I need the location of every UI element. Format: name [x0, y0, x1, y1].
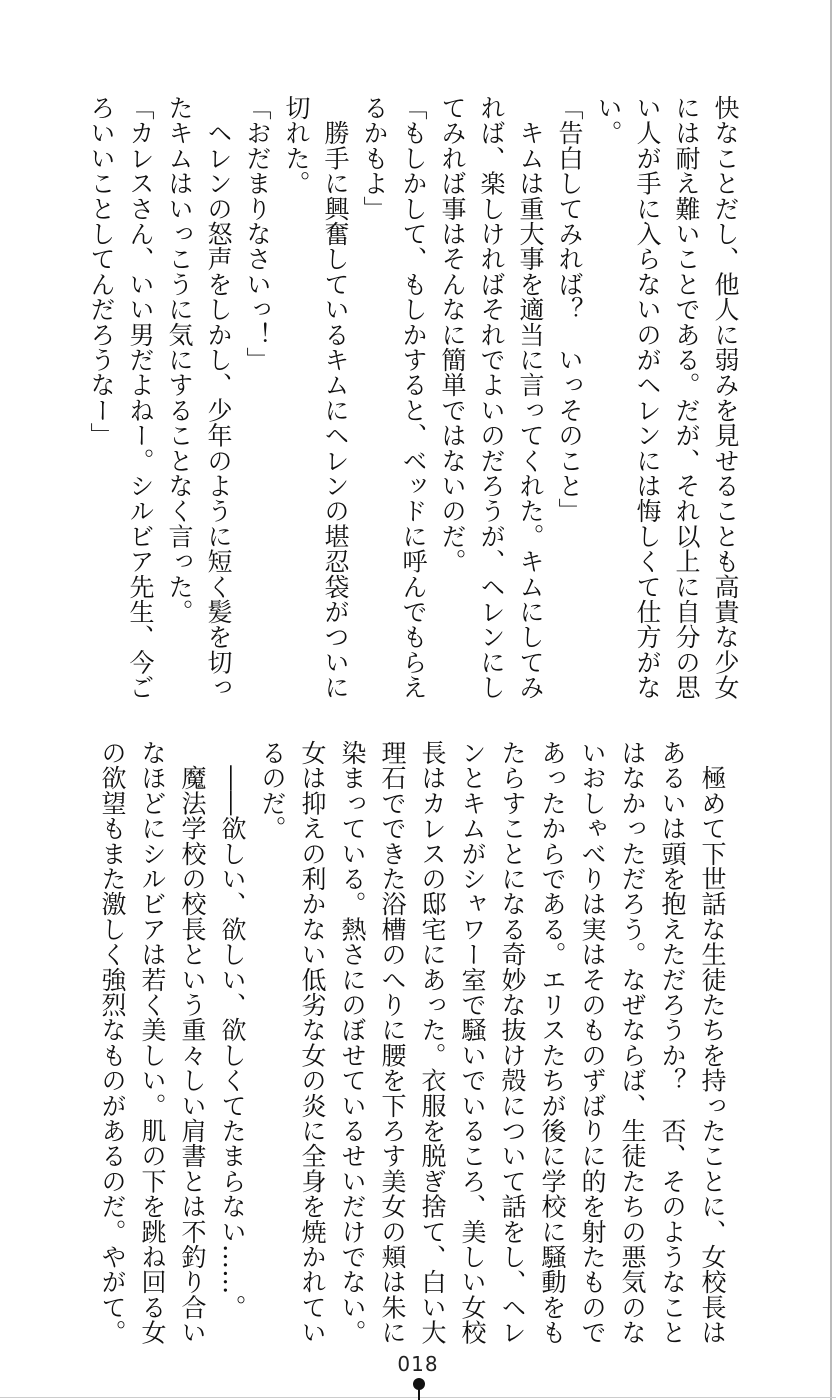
text-block-top — [82, 95, 745, 715]
text-line: 勝手に興奮しているキムにヘレンの堪忍袋がついに — [321, 95, 350, 700]
text-line: 「告白してみれば？ いっそのこと」 — [555, 95, 584, 524]
text-line: 「おだまりなさいっ！」 — [243, 95, 272, 373]
text-line: い。 — [594, 95, 623, 146]
text-line: 理石でできた浴槽のへりに腰を下ろす美女の頬は朱に — [378, 740, 407, 1345]
text-line: あるいは頭を抱えただろうか？ 否、そのようなこと — [658, 740, 687, 1345]
text-line: なほどにシルビアは若く美しい。肌の下を跳ね回る女 — [138, 740, 167, 1345]
text-line: たらすことになる奇妙な抜け殻について話をし、ヘレ — [498, 740, 527, 1345]
text-line: 極めて下世話な生徒たちを持ったことに、女校長は — [698, 740, 727, 1345]
page-marker-stem — [418, 1388, 420, 1400]
text-line: るかもよ」 — [360, 95, 389, 221]
text-line: 染まっている。熱さにのぼせているせいだけでない。 — [338, 740, 367, 1345]
text-line: 女は抑えの利かない低劣な女の炎に全身を焼かれてい — [298, 740, 327, 1345]
text-line: には耐え難いことである。だが、それ以上に自分の思 — [672, 95, 701, 700]
text-line: 「カレスさん、いい男だよねー。シルビア先生、今ご — [126, 95, 155, 700]
scan-edge-line — [830, 0, 832, 1400]
text-line: ンとキムがシャワー室で騒いでいるころ、美しい女校 — [458, 740, 487, 1345]
text-line: たキムはいっこうに気にすることなく言った。 — [165, 95, 194, 625]
text-line: い人が手に入らないのがヘレンには悔しくて仕方がな — [633, 95, 662, 700]
page-number: 018 — [397, 1352, 439, 1376]
text-line: 長はカレスの邸宅にあった。衣服を脱ぎ捨て、白い大 — [418, 740, 447, 1345]
text-line: るのだ。 — [258, 740, 287, 841]
text-block-bottom — [92, 740, 732, 1345]
text-line: 快なことだし、他人に弱みを見せることも高貴な少女 — [711, 95, 740, 700]
text-line: てみれば事はそんなに簡単ではないのだ。 — [438, 95, 467, 574]
text-line: キムは重大事を適当に言ってくれた。キムにしてみ — [516, 95, 545, 700]
text-line: 「もしかして、もしかすると、ベッドに呼んでもらえ — [399, 95, 428, 700]
text-line: 魔法学校の校長という重々しい肩書とは不釣り合い — [178, 740, 207, 1345]
text-line: ヘレンの怒声をしかし、少年のように短く髪を切っ — [204, 95, 233, 700]
text-line: あったからである。エリスたちが後に学校に騒動をも — [538, 740, 567, 1345]
text-line: れば、楽しければそれでよいのだろうが、ヘレンにし — [477, 95, 506, 700]
text-line: 切れた。 — [282, 95, 311, 196]
text-line: ――欲しい、欲しい、欲しくてたまらない……。 — [218, 740, 247, 1320]
text-line: の欲望もまた激しく強烈なものがあるのだ。やがて。 — [98, 740, 127, 1345]
text-line: はなかっただろう。なぜならば、生徒たちの悪気のな — [618, 740, 647, 1345]
text-line: いおしゃべりは実はそのものずばりに的を射たもので — [578, 740, 607, 1345]
text-line: ろいいことしてんだろうなー」 — [87, 95, 116, 448]
